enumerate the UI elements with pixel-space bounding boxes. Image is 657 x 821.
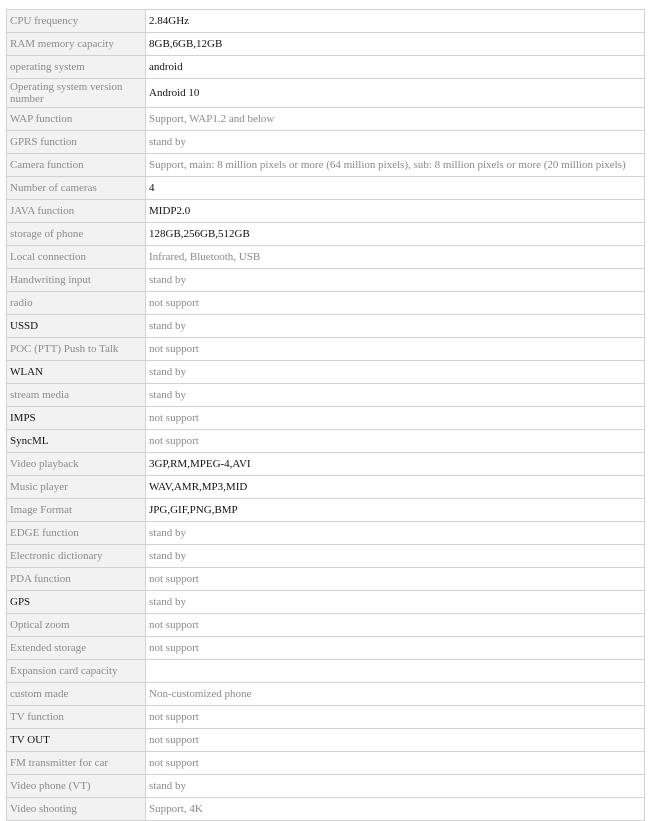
spec-value: 4	[146, 177, 645, 200]
spec-row	[7, 453, 645, 476]
spec-value	[146, 660, 645, 683]
spec-row	[7, 568, 645, 591]
spec-row	[7, 33, 645, 56]
spec-label: Handwriting input	[7, 269, 146, 292]
spec-value: stand by	[146, 269, 645, 292]
spec-value: stand by	[146, 131, 645, 154]
spec-row	[7, 56, 645, 79]
spec-value: not support	[146, 637, 645, 660]
spec-label: GPS	[7, 591, 146, 614]
spec-label: JAVA function	[7, 200, 146, 223]
spec-value: stand by	[146, 361, 645, 384]
spec-label: radio	[7, 292, 146, 315]
spec-label: IMPS	[7, 407, 146, 430]
spec-value: JPG,GIF,PNG,BMP	[146, 499, 645, 522]
spec-label: RAM memory capacity	[7, 33, 146, 56]
spec-label: Camera function	[7, 154, 146, 177]
spec-label: USSD	[7, 315, 146, 338]
spec-row	[7, 407, 645, 430]
spec-label: Extended storage	[7, 637, 146, 660]
spec-value: android	[146, 56, 645, 79]
spec-value: not support	[146, 292, 645, 315]
spec-label: EDGE function	[7, 522, 146, 545]
spec-value: not support	[146, 729, 645, 752]
spec-row	[7, 315, 645, 338]
spec-label: Local connection	[7, 246, 146, 269]
spec-label: WAP function	[7, 108, 146, 131]
spec-label: Number of cameras	[7, 177, 146, 200]
spec-value: stand by	[146, 384, 645, 407]
spec-row	[7, 729, 645, 752]
spec-row	[7, 499, 645, 522]
spec-label: Optical zoom	[7, 614, 146, 637]
spec-label: TV OUT	[7, 729, 146, 752]
spec-label: Electronic dictionary	[7, 545, 146, 568]
spec-value: stand by	[146, 591, 645, 614]
spec-label: POC (PTT) Push to Talk	[7, 338, 146, 361]
spec-label: GPRS function	[7, 131, 146, 154]
spec-label: SyncML	[7, 430, 146, 453]
spec-value: Support, WAP1.2 and below	[146, 108, 645, 131]
spec-row	[7, 683, 645, 706]
spec-row	[7, 10, 645, 33]
spec-row	[7, 476, 645, 499]
spec-label: TV function	[7, 706, 146, 729]
spec-row	[7, 775, 645, 798]
spec-value: stand by	[146, 545, 645, 568]
spec-label: Video phone (VT)	[7, 775, 146, 798]
spec-value: not support	[146, 752, 645, 775]
spec-value: MIDP2.0	[146, 200, 645, 223]
spec-value: 3GP,RM,MPEG-4,AVI	[146, 453, 645, 476]
spec-row	[7, 637, 645, 660]
spec-label: custom made	[7, 683, 146, 706]
spec-row	[7, 154, 645, 177]
spec-value: Support, main: 8 million pixels or more (64 million pixels), sub: 8 million pixels or more (20 million pixels)	[146, 154, 645, 177]
spec-row	[7, 108, 645, 131]
spec-row	[7, 752, 645, 775]
spec-row	[7, 545, 645, 568]
spec-row	[7, 200, 645, 223]
spec-label: Music player	[7, 476, 146, 499]
spec-value: stand by	[146, 522, 645, 545]
spec-value: 2.84GHz	[146, 10, 645, 33]
spec-row	[7, 706, 645, 729]
spec-value: stand by	[146, 775, 645, 798]
spec-row	[7, 177, 645, 200]
spec-label: Video playback	[7, 453, 146, 476]
spec-row	[7, 614, 645, 637]
spec-row	[7, 131, 645, 154]
spec-label: Operating system version number	[7, 79, 146, 108]
spec-value: Support, 4K	[146, 798, 645, 821]
spec-value: not support	[146, 568, 645, 591]
spec-row	[7, 798, 645, 821]
spec-value: WAV,AMR,MP3,MID	[146, 476, 645, 499]
spec-table-body	[7, 10, 645, 821]
spec-row	[7, 246, 645, 269]
spec-table	[6, 9, 645, 821]
spec-value: stand by	[146, 315, 645, 338]
spec-label: PDA function	[7, 568, 146, 591]
spec-label: CPU frequency	[7, 10, 146, 33]
spec-value: not support	[146, 430, 645, 453]
spec-value: not support	[146, 407, 645, 430]
spec-row	[7, 361, 645, 384]
spec-label: storage of phone	[7, 223, 146, 246]
spec-row	[7, 338, 645, 361]
spec-row	[7, 79, 645, 108]
spec-value: 128GB,256GB,512GB	[146, 223, 645, 246]
spec-value: Non-customized phone	[146, 683, 645, 706]
spec-label: FM transmitter for car	[7, 752, 146, 775]
spec-value: Android 10	[146, 79, 645, 108]
spec-row	[7, 430, 645, 453]
spec-value: not support	[146, 614, 645, 637]
spec-value: not support	[146, 706, 645, 729]
spec-row	[7, 269, 645, 292]
spec-label: stream media	[7, 384, 146, 407]
spec-label: Image Format	[7, 499, 146, 522]
spec-value: not support	[146, 338, 645, 361]
spec-row	[7, 522, 645, 545]
spec-label: WLAN	[7, 361, 146, 384]
spec-row	[7, 591, 645, 614]
spec-value: Infrared, Bluetooth, USB	[146, 246, 645, 269]
spec-label: Expansion card capacity	[7, 660, 146, 683]
spec-row	[7, 223, 645, 246]
spec-label: Video shooting	[7, 798, 146, 821]
spec-label: operating system	[7, 56, 146, 79]
spec-row	[7, 660, 645, 683]
spec-row	[7, 384, 645, 407]
spec-value: 8GB,6GB,12GB	[146, 33, 645, 56]
spec-row	[7, 292, 645, 315]
